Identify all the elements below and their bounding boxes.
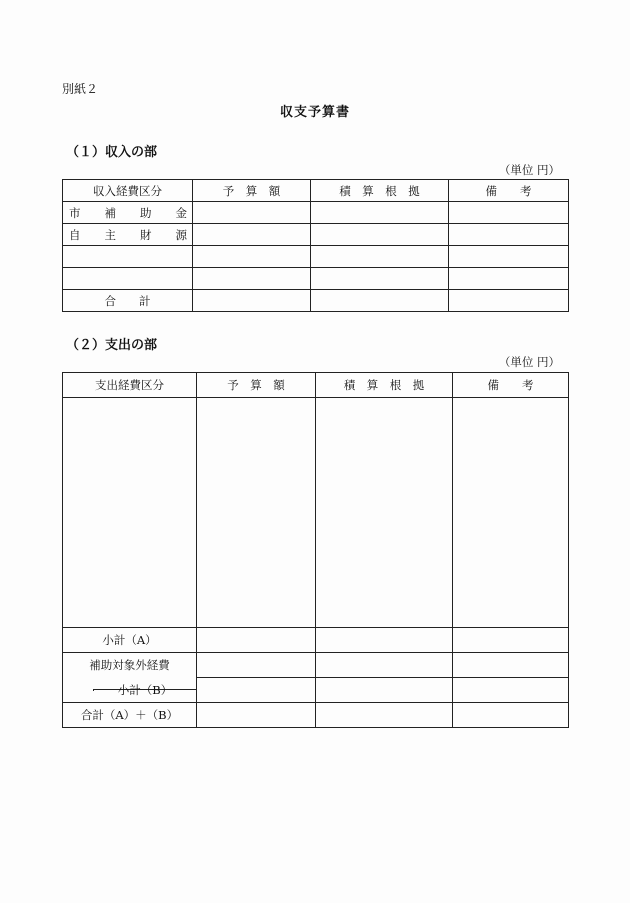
income-row-label: 自主財源 [63,224,193,246]
header-remarks: 備 考 [449,180,569,202]
table-row [63,202,569,224]
subtotal-b-label: 小計（B） [93,689,196,691]
remarks-cell[interactable] [453,703,569,728]
basis-cell[interactable] [311,268,449,290]
header-budget: 予 算 額 [193,180,311,202]
remarks-cell[interactable] [453,653,569,678]
basis-cell[interactable] [316,398,453,628]
subtotal-a-row [63,628,569,653]
subtotal-a-label: 小計（A） [63,628,197,653]
category-cell[interactable] [63,398,197,628]
basis-cell[interactable] [311,290,449,312]
budget-cell[interactable] [193,224,311,246]
header-remarks: 備 考 [453,373,569,398]
basis-cell[interactable] [311,224,449,246]
table-row [63,246,569,268]
basis-cell[interactable] [311,246,449,268]
expense-table [62,372,569,728]
excluded-expenses-label: 補助対象外経費 [63,653,197,678]
total-row [63,290,569,312]
budget-cell[interactable] [193,246,311,268]
budget-cell[interactable] [197,703,316,728]
remarks-cell[interactable] [449,224,569,246]
header-basis: 積 算 根 拠 [311,180,449,202]
total-row [63,703,569,728]
excluded-expenses-row [63,653,569,678]
table-row [63,224,569,246]
remarks-cell[interactable] [449,202,569,224]
income-row-label: 市補助金 [63,202,193,224]
income-row-label[interactable] [63,268,193,290]
basis-cell[interactable] [316,628,453,653]
budget-cell[interactable] [197,628,316,653]
remarks-cell[interactable] [453,628,569,653]
expense-unit-label: （単位 円） [498,355,560,369]
basis-cell[interactable] [316,653,453,678]
remarks-cell[interactable] [453,678,569,703]
header-budget: 予 算 額 [197,373,316,398]
grand-total-label: 合計（A）＋（B） [63,703,197,728]
attachment-label: 別紙２ [62,82,99,96]
basis-cell[interactable] [316,678,453,703]
income-table [62,179,569,312]
remarks-cell[interactable] [449,290,569,312]
budget-cell[interactable] [197,653,316,678]
budget-cell[interactable] [197,398,316,628]
budget-cell[interactable] [193,268,311,290]
expense-entry-area [63,398,569,628]
basis-cell[interactable] [311,202,449,224]
subtotal-b-cell [63,678,197,703]
income-section-heading: （１）収入の部 [66,145,158,160]
remarks-cell[interactable] [449,246,569,268]
budget-cell[interactable] [193,290,311,312]
income-row-label[interactable] [63,246,193,268]
basis-cell[interactable] [316,703,453,728]
table-header-row [63,180,569,202]
subtotal-b-row [63,678,569,703]
document-title: 収支予算書 [279,105,350,120]
header-basis: 積 算 根 拠 [316,373,453,398]
expense-section-heading: （２）支出の部 [66,338,158,353]
header-category: 支出経費区分 [63,373,197,398]
budget-cell[interactable] [193,202,311,224]
remarks-cell[interactable] [453,398,569,628]
table-row [63,268,569,290]
budget-cell[interactable] [197,678,316,703]
header-category: 収入経費区分 [63,180,193,202]
income-total-label: 合 計 [63,290,193,312]
remarks-cell[interactable] [449,268,569,290]
income-unit-label: （単位 円） [498,163,560,177]
table-header-row [63,373,569,398]
